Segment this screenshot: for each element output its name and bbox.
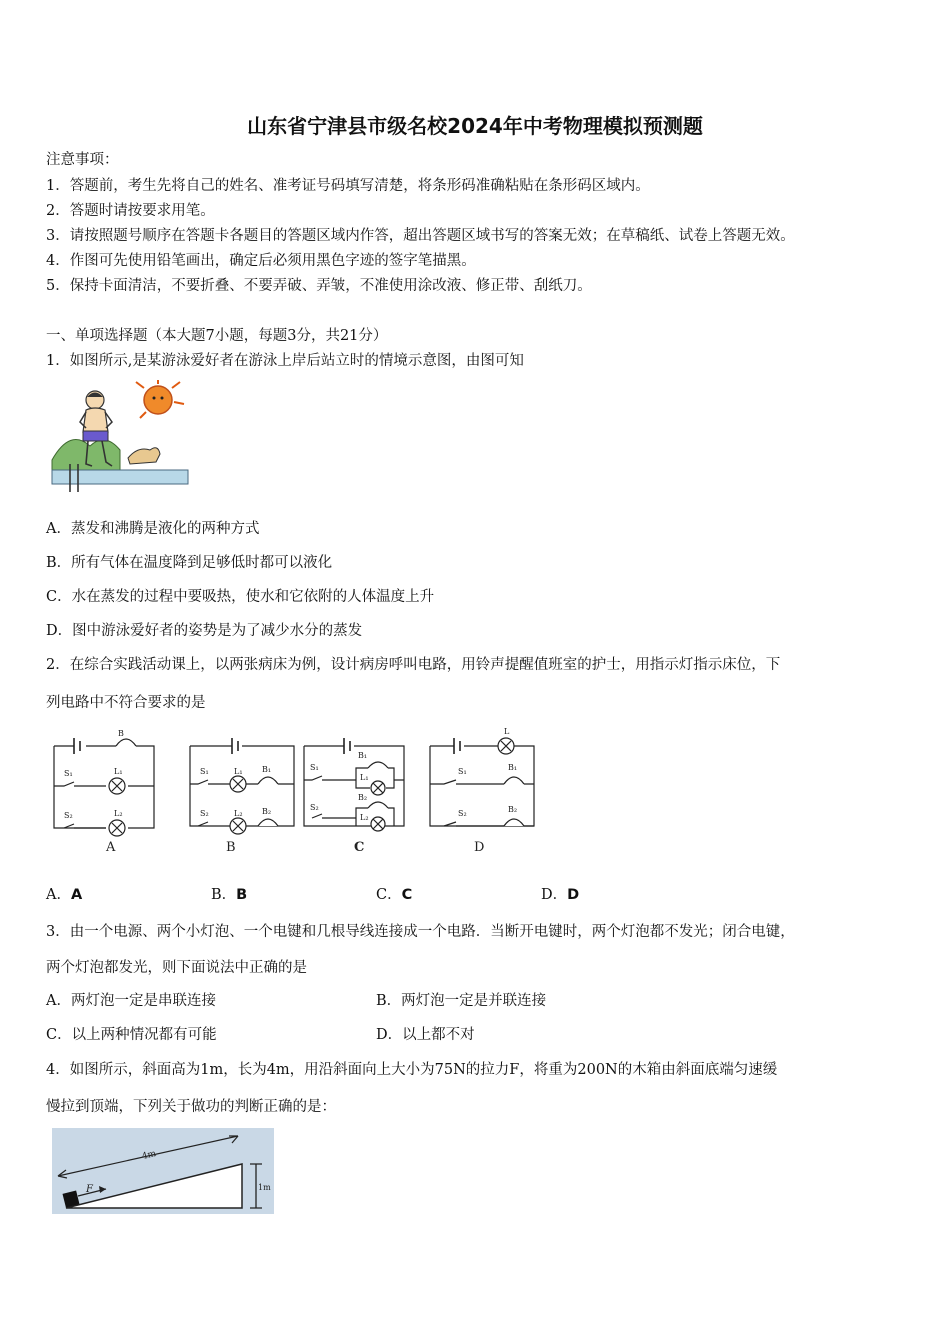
question-stem: 2．在综合实践活动课上，以两张病床为例，设计病房呼叫电路，用铃声提醒值班室的护士，用指示灯指示床位，下 (46, 657, 781, 673)
label-s2: S₂ (310, 803, 319, 812)
label-b2: B₂ (358, 793, 368, 802)
question-stem-continued: 列电路中不符合要求的是 (46, 695, 206, 711)
option-a (46, 885, 82, 905)
label-b1: B₁ (508, 763, 518, 772)
notice-item: 2．答题时请按要求用笔。 (46, 203, 215, 219)
option-c: C．以上两种情况都有可能 (46, 1027, 217, 1043)
notice-item: 4．作图可先使用铅笔画出，确定后必须用黑色字迹的签字笔描黑。 (46, 253, 476, 269)
label-l2: L₂ (234, 809, 243, 818)
circuit-c (304, 738, 404, 831)
option-d: D．图中游泳爱好者的姿势是为了减少水分的蒸发 (46, 623, 363, 639)
option-prefix: A． (46, 887, 71, 903)
question-stem: 3．由一个电源、两个小灯泡、一个电键和几根导线连接成一个电路．当断开电键时，两个灯泡都不发光；闭合电键， (46, 924, 795, 940)
label-b2: B₂ (262, 807, 272, 816)
label-s2: S₂ (64, 811, 73, 820)
label-s2: S₂ (458, 809, 467, 818)
circuit-label-d: D (474, 840, 485, 855)
label-s2: S₂ (200, 809, 209, 818)
question-stem: 4．如图所示，斜面高为1m，长为4m，用沿斜面向上大小为75N的拉力F，将重为200N的木箱由斜面底端匀速缓 (46, 1062, 778, 1078)
question-stem-continued: 慢拉到顶端，下列关于做功的判断正确的是： (46, 1099, 336, 1115)
label-l1: L₁ (360, 773, 369, 782)
option-a: A．两灯泡一定是串联连接 (46, 993, 216, 1009)
section-heading: 一、单项选择题（本大题7小题，每题3分，共21分） (46, 328, 388, 344)
option-prefix: B． (211, 887, 237, 903)
question-stem-continued: 两个灯泡都发光，则下面说法中正确的是 (46, 960, 307, 976)
force-label: F (86, 1184, 93, 1195)
option-d: D．以上都不对 (376, 1027, 475, 1043)
option-prefix: D． (541, 887, 568, 903)
option-b (211, 885, 247, 905)
circuit-diagrams (44, 728, 544, 856)
label-s1: S₁ (200, 767, 209, 776)
option-prefix: C． (376, 887, 402, 903)
label-l2: L₂ (114, 809, 123, 818)
label-b1: B₁ (358, 751, 368, 760)
option-value: B (236, 887, 248, 903)
swimmer-illustration (50, 380, 190, 496)
label-l1: L₁ (114, 767, 123, 776)
page-title: 山东省宁津县市级名校2024年中考物理模拟预测题 (247, 114, 703, 138)
option-a: A．蒸发和沸腾是液化的两种方式 (46, 521, 260, 537)
label-s1: S₁ (458, 767, 467, 776)
incline-figure (52, 1128, 274, 1214)
label-b2: B₂ (508, 805, 518, 814)
notice-item: 3．请按照题号顺序在答题卡各题目的答题区域内作答，超出答题区域书写的答案无效；在草稿纸、试卷上答题无效。 (46, 228, 795, 244)
option-c (376, 885, 412, 905)
option-c: C．水在蒸发的过程中要吸热，使水和它依附的人体温度上升 (46, 589, 435, 605)
label-l2: L₂ (360, 813, 369, 822)
notice-heading: 注意事项： (46, 152, 119, 168)
option-b: B．所有气体在温度降到足够低时都可以液化 (46, 555, 333, 571)
label-bell: B (118, 729, 124, 738)
circuit-label-a: A (106, 840, 116, 855)
option-value: A (70, 887, 83, 903)
notice-item: 5．保持卡面清洁，不要折叠、不要弄破、弄皱，不准使用涂改液、修正带、刮纸刀。 (46, 278, 592, 294)
height-label: 1m (258, 1183, 271, 1192)
label-b1: B₁ (262, 765, 272, 774)
option-b: B．两灯泡一定是并联连接 (376, 993, 547, 1009)
option-value: D (567, 887, 580, 903)
label-s1: S₁ (310, 763, 319, 772)
notice-item: 1．答题前，考生先将自己的姓名、准考证号码填写清楚，将条形码准确粘贴在条形码区域内。 (46, 178, 650, 194)
circuit-label-b: B (226, 840, 236, 855)
circuit-label-c: C (354, 840, 365, 855)
label-s1: S₁ (64, 769, 73, 778)
circuit-d (430, 738, 534, 826)
label-l1: L₁ (234, 767, 243, 776)
circuit-b (190, 738, 294, 834)
question-stem: 1．如图所示,是某游泳爱好者在游泳上岸后站立时的情境示意图，由图可知 (46, 353, 524, 369)
option-d (541, 885, 579, 905)
circuit-a (54, 738, 154, 836)
length-label: 4m (141, 1149, 158, 1162)
option-value: C (401, 887, 413, 903)
label-l: L (504, 728, 510, 736)
